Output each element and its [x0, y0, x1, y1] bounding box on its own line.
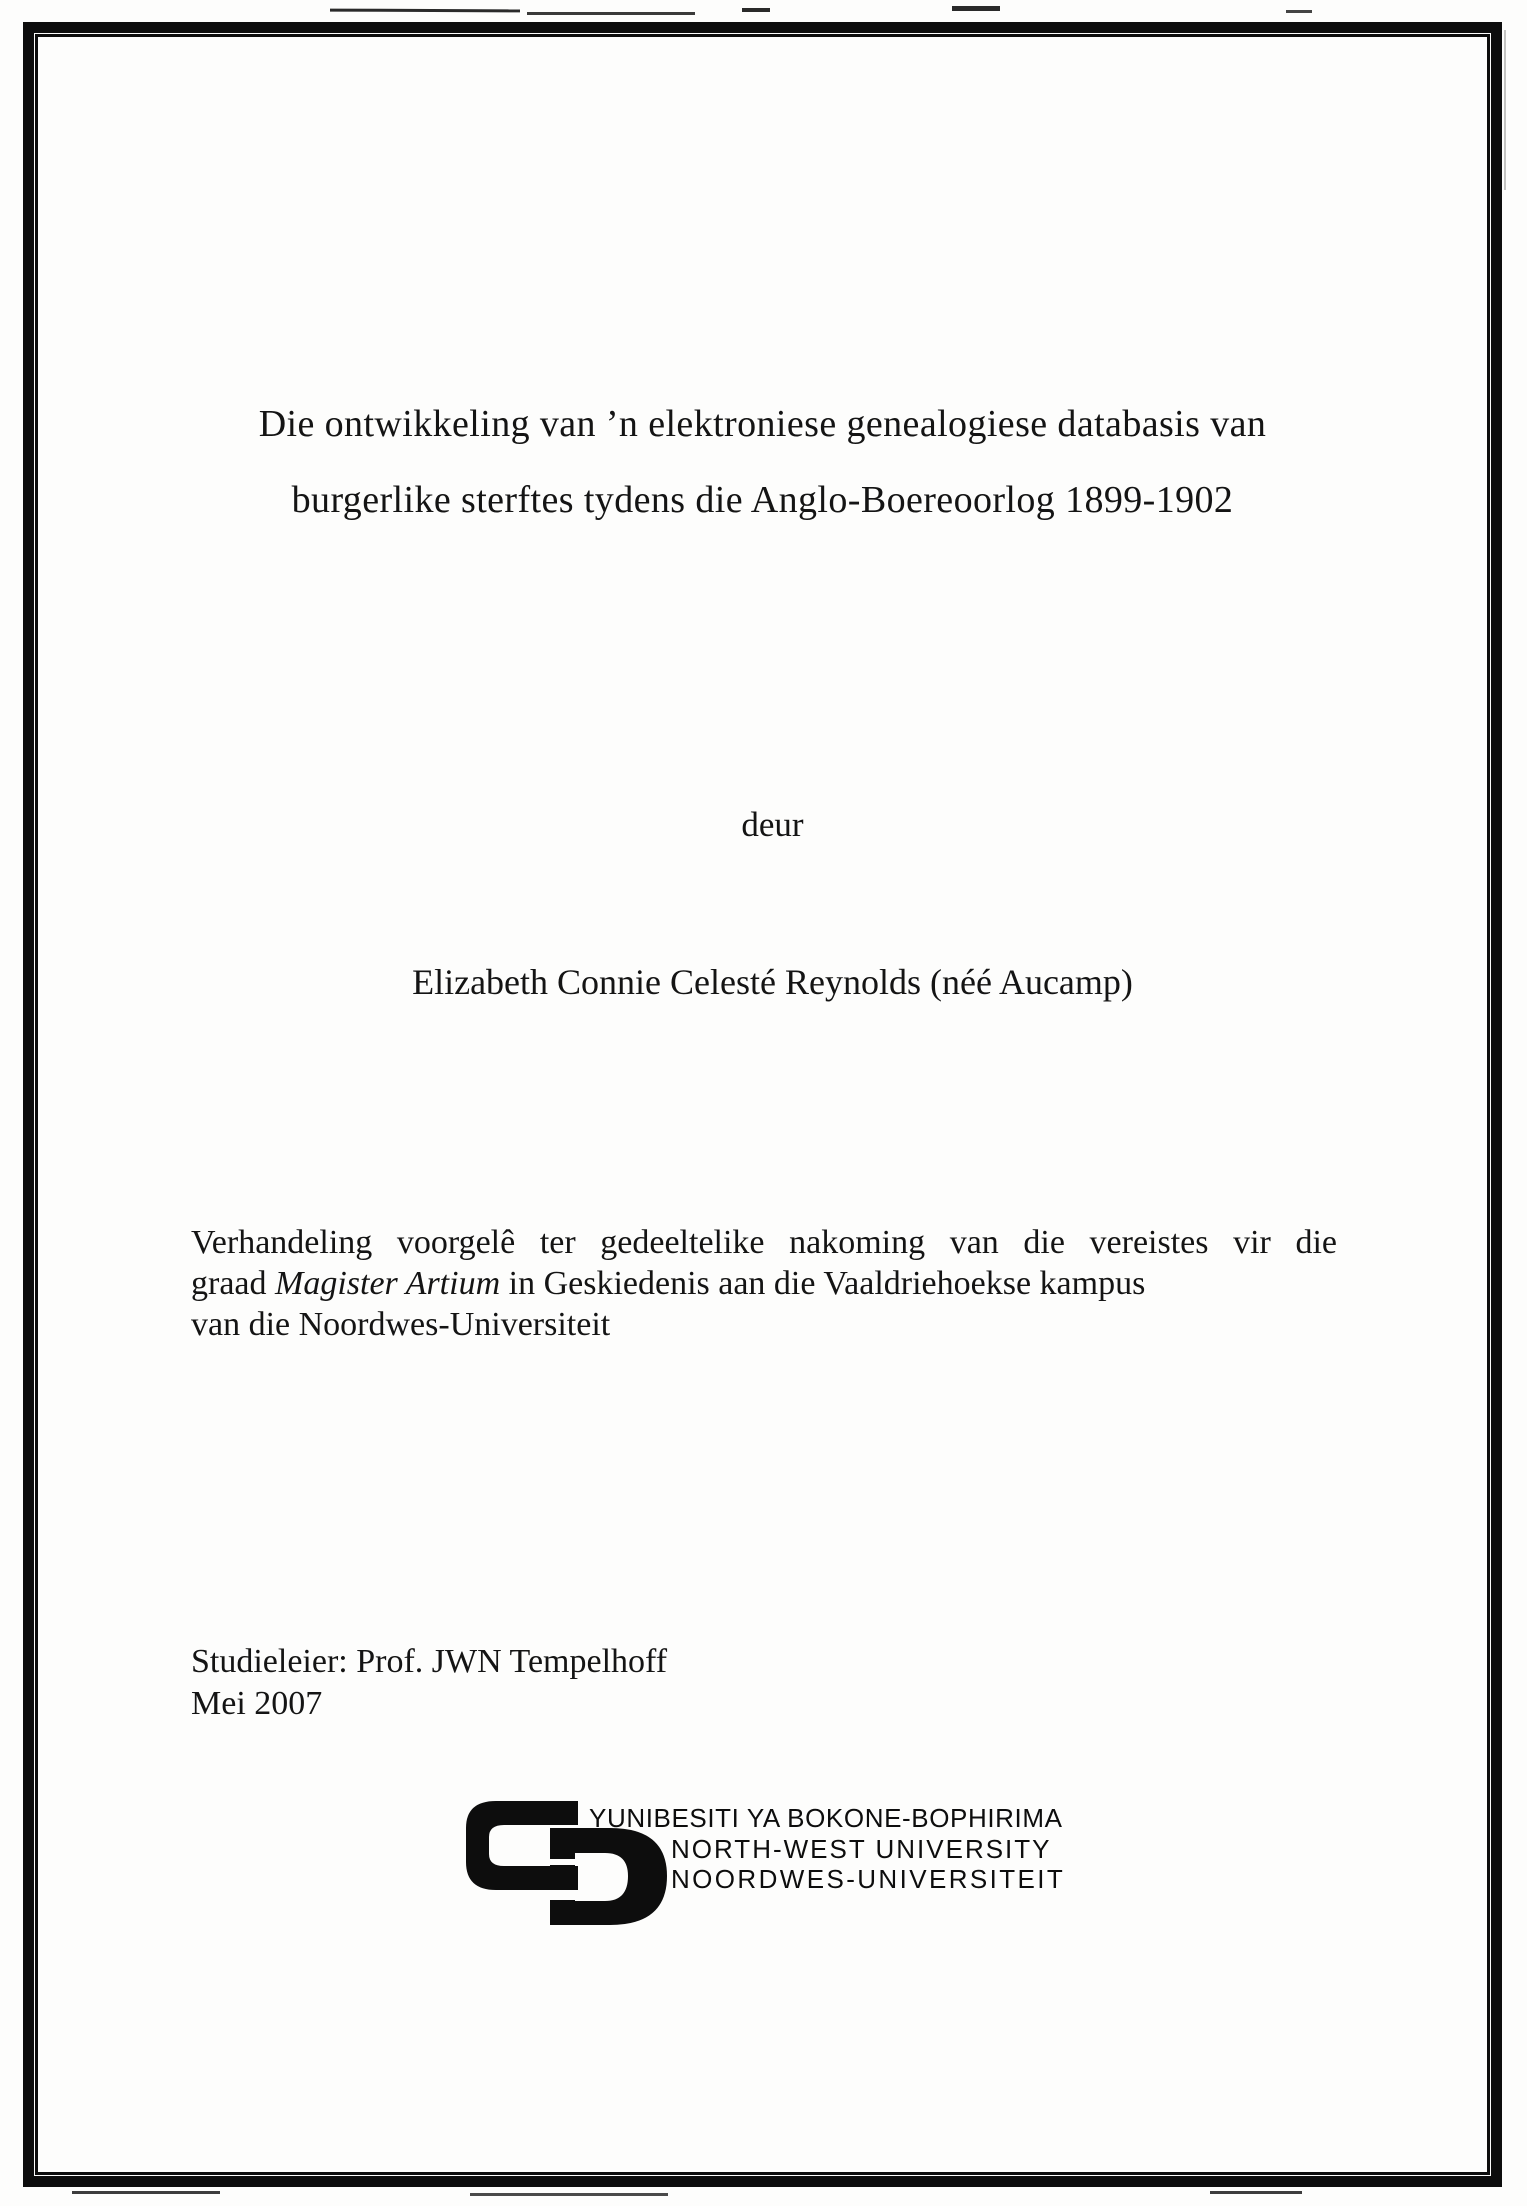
scan-artifact-bottom [1210, 2191, 1302, 2194]
supervisor-block [191, 1641, 667, 1725]
degree-statement [191, 1222, 1337, 1345]
thesis-title-line-1: Die ontwikkeling van ’n elektroniese genealogiese databasis van [258, 403, 1267, 445]
scan-artifact-top [1286, 10, 1312, 13]
degree-name-italic: Magister Artium [275, 1265, 501, 1302]
degree-statement-line-2-prefix: graad [191, 1265, 276, 1302]
date-line: Mei 2007 [191, 1685, 323, 1722]
scan-artifact-top [742, 8, 770, 12]
degree-statement-line-2 [191, 1263, 1337, 1304]
logo-text-setswana: YUNIBESITI YA BOKONE-BOPHIRIMA [589, 1803, 1063, 1833]
thesis-title [23, 386, 1502, 538]
degree-statement-line-3: van die Noordwes-Universiteit [191, 1306, 611, 1343]
scan-artifact-top [952, 6, 1000, 11]
thesis-title-line-2: burgerlike sterftes tydens die Anglo-Boereoorlog 1899-1902 [291, 479, 1234, 521]
degree-statement-line-1: Verhandeling voorgelê ter gedeeltelike nakoming van die vereistes vir die [191, 1224, 1337, 1261]
scan-artifact-bottom [470, 2193, 668, 2196]
scan-artifact-top [527, 12, 695, 15]
degree-statement-line-2-suffix: in Geskiedenis aan die Vaaldriehoekse kampus [500, 1265, 1146, 1302]
scan-artifact-right-edge [1504, 30, 1506, 190]
scan-artifact-bottom [72, 2191, 220, 2194]
logo-text-english: NORTH-WEST UNIVERSITY [671, 1834, 1052, 1864]
logo-text-afrikaans: NOORDWES-UNIVERSITEIT [671, 1864, 1066, 1894]
author-name: Elizabeth Connie Celesté Reynolds (néé Aucamp) [412, 962, 1133, 1002]
scan-artifact-top [330, 9, 520, 13]
byline-preposition: deur [741, 805, 804, 844]
supervisor-line: Studieleier: Prof. JWN Tempelhoff [191, 1643, 668, 1680]
